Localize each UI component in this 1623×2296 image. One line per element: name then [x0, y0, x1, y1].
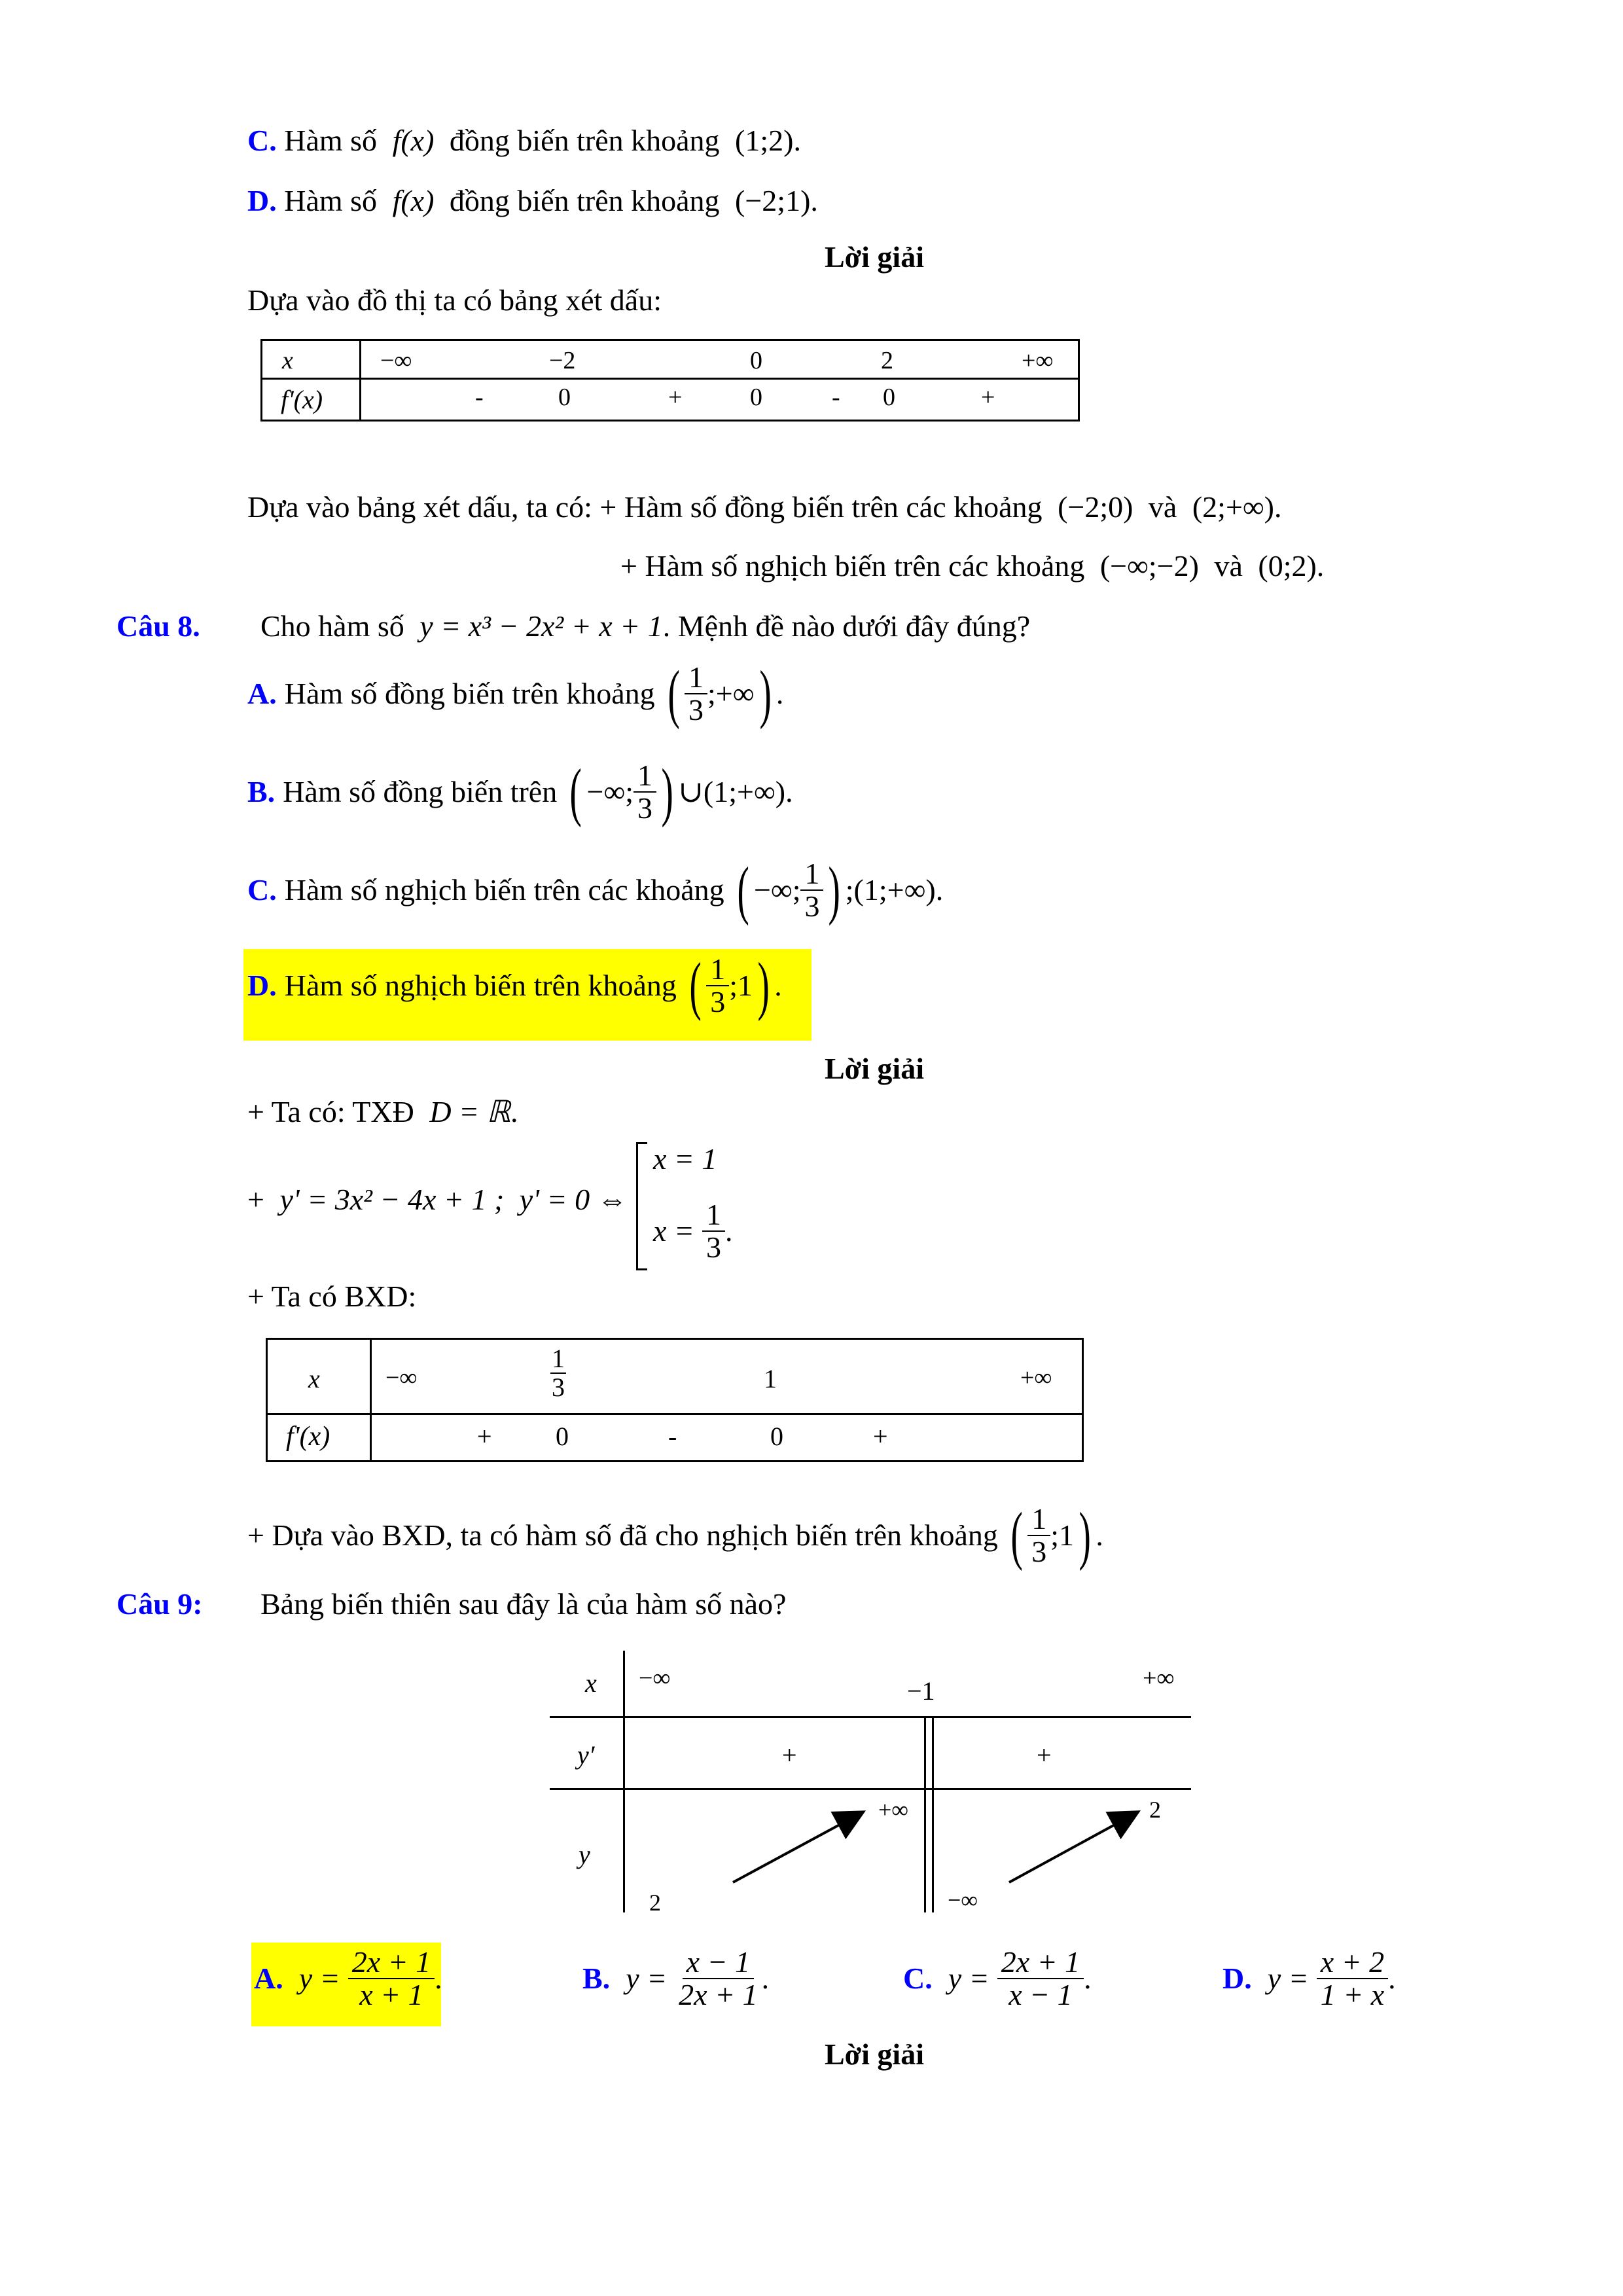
denominator: 3 — [688, 693, 704, 726]
root-2: x = $\frac{1}{3}$ . — [653, 1198, 733, 1265]
q7-conclusion-2: + Hàm số nghịch biến trên các khoảng (−∞;−2) và (0;2). — [620, 549, 1325, 583]
q8-option-a: A. Hàm số đồng biến trên khoảng ( $\frac{1}{3}$ ;+∞ ) . — [247, 657, 784, 730]
paren: ) — [661, 755, 673, 828]
fraction — [997, 1946, 1084, 2011]
denominator: 2x + 1 — [679, 1978, 758, 2012]
increase-arrow — [733, 1813, 861, 1882]
numerator: 2x + 1 — [348, 1946, 435, 1979]
fraction — [1317, 1946, 1388, 2011]
math: y = — [626, 1962, 668, 1996]
paren: ) — [759, 657, 772, 730]
fraction — [706, 954, 729, 1018]
q8-label: Câu 8. — [116, 609, 200, 643]
option-letter: D. — [247, 969, 277, 1002]
vt-sign: + — [1037, 1740, 1052, 1770]
table-x-value: 0 — [750, 347, 762, 374]
option-letter: C. — [247, 124, 277, 157]
fraction — [685, 662, 707, 726]
fraction — [675, 1946, 761, 2011]
q9-label: Câu 9: — [116, 1587, 203, 1621]
q8-option-b: B. Hàm số đồng biến trên ( −∞; $\frac{1}{3}$ ) ∪(1;+∞) . — [247, 755, 793, 828]
paren: ( — [737, 853, 749, 926]
math-equation: y' = 0 ⇔ — [519, 1183, 628, 1216]
math-domain: D = ℝ — [429, 1095, 511, 1128]
text: + — [247, 1183, 264, 1216]
table-x-value-fraction: $\frac{1}{3}$ — [552, 1344, 565, 1402]
vt-y-value: +∞ — [878, 1797, 908, 1823]
table-sign: - — [475, 384, 484, 411]
table-sign: - — [832, 384, 840, 411]
math: −∞; — [586, 775, 634, 808]
q9-stem: Bảng biến thiên sau đây là của hàm số nào? — [260, 1587, 787, 1621]
table-sign: + — [668, 384, 683, 411]
denominator: 3 — [710, 985, 726, 1018]
math-interval: (0;2) — [1258, 549, 1317, 583]
vt-arrows — [550, 1651, 1191, 1912]
math: ;(1;+∞) — [845, 873, 936, 906]
option-text: đồng biến trên khoảng — [449, 184, 720, 217]
root-1: x = 1 — [653, 1142, 717, 1175]
option-text: Hàm số — [284, 124, 378, 157]
math-interval: (−2;1) — [735, 184, 811, 217]
option-letter: D. — [1222, 1962, 1252, 1996]
table-sign: 0 — [558, 384, 571, 411]
vt-x-value: +∞ — [1143, 1664, 1175, 1692]
vt-x-value: −∞ — [639, 1664, 671, 1692]
option-text: Hàm số nghịch biến trên các khoảng — [284, 873, 724, 906]
table-fprime-label: f'(x) — [281, 385, 323, 414]
math-fx: f(x) — [392, 124, 435, 157]
q9-option-c: C. y = $\frac{2x + 1}{x - 1}$ . — [903, 1945, 1092, 2012]
math-function: y = x³ − 2x² + x + 1 — [419, 609, 663, 643]
denominator: 1 + x — [1320, 1978, 1385, 2012]
numerator: 1 — [685, 662, 707, 694]
q8-step-derivative — [247, 1185, 628, 1215]
table-sign: 0 — [883, 384, 895, 411]
numerator: 2x + 1 — [997, 1946, 1084, 1979]
text: + Ta có: TXĐ — [247, 1095, 414, 1128]
fraction — [633, 760, 656, 825]
vt-y-label: y — [579, 1840, 590, 1869]
q7-sign-table — [260, 339, 1080, 422]
table-x-value: +∞ — [1022, 347, 1054, 374]
option-letter: B. — [247, 775, 276, 808]
punct: . — [810, 184, 818, 217]
table-x-value: 2 — [881, 347, 893, 374]
denominator: 3 — [1031, 1535, 1047, 1568]
math-derivative: y' = 3x² − 4x + 1 ; — [279, 1183, 505, 1216]
option-text: Hàm số — [284, 184, 378, 217]
numerator: 1 — [1027, 1503, 1050, 1536]
option-text: Hàm số đồng biến trên khoảng — [284, 677, 655, 710]
math-interval: (1;2) — [735, 124, 794, 157]
math: ;1 — [1050, 1518, 1075, 1552]
text: và — [1214, 549, 1243, 583]
q9-option-d: D. y = $\frac{x + 2}{1 + x}$ . — [1222, 1945, 1396, 2012]
table-sign: 0 — [750, 384, 762, 411]
option-letter: C. — [903, 1962, 933, 1996]
math-fx: f(x) — [392, 184, 435, 217]
math-interval: (−∞;−2) — [1099, 549, 1199, 583]
table-sign: + — [873, 1422, 888, 1451]
option-letter: A. — [254, 1962, 283, 1996]
math: ;1 — [729, 969, 753, 1002]
option-letter: C. — [247, 873, 277, 906]
table-x-value: −∞ — [385, 1364, 418, 1391]
numerator: 1 — [702, 1199, 725, 1232]
q7-conclusion-1: Dựa vào bảng xét dấu, ta có: + Hàm số đồng biến trên các khoảng (−2;0) và (2;+∞). — [247, 490, 1282, 524]
option-text: đồng biến trên khoảng — [449, 124, 720, 157]
math-interval: (−2;0) — [1058, 490, 1133, 524]
text: và — [1148, 490, 1177, 524]
option-letter: A. — [247, 677, 277, 710]
table-sign: - — [668, 1422, 677, 1451]
table-x-label: x — [308, 1364, 320, 1393]
q7-solution-intro: Dựa vào đồ thị ta có bảng xét dấu: — [247, 283, 662, 317]
q8-option-d: D. Hàm số nghịch biến trên khoảng ( $\frac{1}{3}$ ;1 ) . — [247, 949, 782, 1022]
punct: . — [793, 124, 801, 157]
table-x-value: +∞ — [1020, 1364, 1052, 1391]
vt-y-value: 2 — [1149, 1797, 1161, 1823]
option-text: Hàm số đồng biến trên — [283, 775, 558, 808]
q9-variation-table — [550, 1651, 1191, 1916]
q8-sign-table — [266, 1338, 1084, 1462]
numerator: x − 1 — [683, 1946, 754, 1979]
paren: ) — [1079, 1499, 1091, 1571]
math: ∪(1;+∞) — [678, 775, 786, 808]
math: y = — [948, 1962, 990, 1996]
paren: ( — [569, 755, 582, 828]
denominator: x − 1 — [1008, 1978, 1073, 2012]
q7-option-d — [247, 186, 818, 216]
table-x-value: −∞ — [380, 347, 412, 374]
q7-option-c — [247, 126, 801, 156]
option-letter: B. — [582, 1962, 611, 1996]
text: + Dựa vào BXD, ta có hàm số đã cho nghịch biến trên khoảng — [247, 1518, 998, 1552]
option-text: Hàm số nghịch biến trên khoảng — [284, 969, 677, 1002]
q8-step-bxd: + Ta có BXD: — [247, 1280, 417, 1313]
vt-sign: + — [782, 1740, 797, 1770]
denominator: x + 1 — [359, 1978, 423, 2012]
text: + Hàm số nghịch biến trên các khoảng — [620, 549, 1085, 583]
fraction — [702, 1199, 725, 1264]
table-x-label: x — [282, 347, 293, 374]
paren: ) — [828, 853, 841, 926]
vt-x-label: x — [585, 1668, 597, 1698]
q9-solution-title: Lời giải — [825, 2037, 924, 2071]
q8-step-conclusion: + Dựa vào BXD, ta có hàm số đã cho nghịch biến trên khoảng ( $\frac{1}{3}$ ;1 ) . — [247, 1499, 1103, 1571]
q8-option-c: C. Hàm số nghịch biến trên các khoảng ( −∞; $\frac{1}{3}$ ) ;(1;+∞) . — [247, 853, 944, 926]
option-letter: D. — [247, 184, 277, 217]
fraction — [348, 1946, 435, 2011]
denominator: 3 — [705, 1230, 721, 1265]
table-x-value: −2 — [549, 347, 576, 374]
math: ;+∞ — [707, 677, 755, 710]
vt-yprime-label: y′ — [577, 1740, 595, 1770]
math: y = — [1267, 1962, 1309, 1996]
table-sign: + — [981, 384, 995, 411]
numerator: 1 — [706, 954, 729, 986]
text: Dựa vào bảng xét dấu, ta có: + Hàm số đồng biến trên các khoảng — [247, 490, 1043, 524]
table-sign: 0 — [770, 1422, 783, 1451]
increase-arrow — [1009, 1813, 1136, 1882]
fraction — [1027, 1503, 1050, 1568]
q7-solution-title: Lời giải — [825, 240, 924, 274]
q8-stem — [260, 611, 1030, 641]
math-interval: (2;+∞) — [1192, 490, 1274, 524]
vt-y-value: 2 — [649, 1890, 661, 1916]
q9-option-b: B. y = $\frac{x - 1}{2x + 1}$ . — [582, 1945, 770, 2012]
math: x = — [653, 1214, 694, 1248]
paren: ( — [1010, 1499, 1023, 1571]
text: Cho hàm số — [260, 609, 404, 643]
paren: ( — [689, 949, 702, 1022]
fraction — [800, 858, 823, 923]
denominator: 3 — [804, 889, 820, 923]
q8-solution-title: Lời giải — [825, 1052, 924, 1085]
math: y = — [298, 1962, 340, 1996]
text: . Mệnh đề nào dưới đây đúng? — [662, 609, 1031, 643]
math: −∞; — [753, 873, 801, 906]
table-sign: + — [477, 1422, 492, 1451]
vt-y-value: −∞ — [948, 1887, 978, 1913]
paren: ( — [668, 657, 680, 730]
denominator: 3 — [637, 791, 653, 825]
table-x-value: 1 — [764, 1364, 777, 1393]
q8-step-domain: + Ta có: TXĐ D = ℝ. — [247, 1095, 518, 1128]
table-fprime-label: f'(x) — [286, 1422, 330, 1452]
paren: ) — [757, 949, 770, 1022]
numerator: x + 2 — [1317, 1946, 1388, 1979]
table-sign: 0 — [556, 1422, 569, 1451]
numerator: 1 — [800, 858, 823, 891]
q9-option-a: A. y = $\frac{2x + 1}{x + 1}$ . — [254, 1945, 442, 2012]
vt-x-value: −1 — [907, 1676, 935, 1706]
root-bracket — [636, 1142, 647, 1270]
numerator: 1 — [633, 760, 656, 793]
